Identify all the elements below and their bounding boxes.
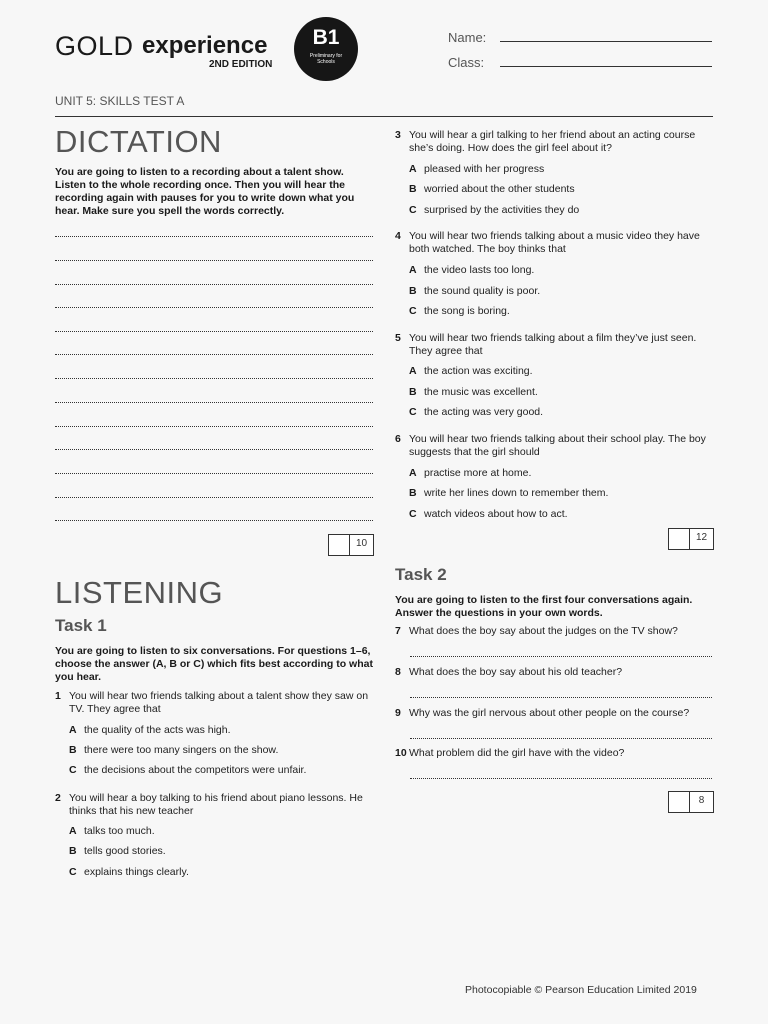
- task1-score-box[interactable]: [668, 528, 714, 550]
- dictation-answer-line[interactable]: [55, 378, 373, 379]
- question-text: Why was the girl nervous about other people on the course?: [409, 707, 690, 719]
- question-text: What problem did the girl have with the video?: [409, 747, 625, 759]
- option-letter[interactable]: B: [409, 386, 417, 398]
- dictation-answer-line[interactable]: [55, 520, 373, 521]
- question-number: 8: [395, 666, 401, 678]
- name-field[interactable]: [500, 41, 712, 42]
- dictation-answer-line[interactable]: [55, 307, 373, 308]
- level-badge: [294, 17, 358, 81]
- task2-score: 8: [698, 795, 705, 806]
- task1-title: Task 1: [55, 616, 107, 635]
- option-text[interactable]: the decisions about the competitors were unfair.: [84, 764, 307, 776]
- header-divider: [55, 116, 713, 117]
- option-text[interactable]: worried about the other students: [424, 183, 575, 195]
- question-number: 4: [395, 230, 401, 242]
- dictation-answer-line[interactable]: [55, 284, 373, 285]
- name-label: Name:: [448, 30, 487, 45]
- task2-instructions: You are going to listen to the first four conversations again. Answer the questions in your own words.: [395, 594, 693, 619]
- question-number: 5: [395, 332, 401, 344]
- listening-title: LISTENING: [55, 575, 224, 610]
- dictation-answer-line[interactable]: [55, 331, 373, 332]
- option-letter[interactable]: A: [409, 467, 417, 479]
- option-text[interactable]: talks too much.: [84, 825, 155, 837]
- level-label: B1: [312, 26, 340, 49]
- class-field[interactable]: [500, 66, 712, 67]
- dictation-answer-line[interactable]: [55, 354, 373, 355]
- option-text[interactable]: the sound quality is poor.: [424, 285, 541, 297]
- dictation-answer-line[interactable]: [55, 473, 373, 474]
- question-number: 3: [395, 129, 401, 141]
- question-text: You will hear a girl talking to her friend about an acting course she’s doing. How does the girl feel about it?: [409, 129, 696, 154]
- option-text[interactable]: there were too many singers on the show.: [84, 744, 279, 756]
- option-letter[interactable]: C: [409, 406, 417, 418]
- question-text: You will hear two friends talking about a music video they have both watched. The boy thinks that: [409, 230, 700, 255]
- option-text[interactable]: the acting was very good.: [424, 406, 544, 418]
- copyright-footer: Photocopiable © Pearson Education Limited 2019: [465, 984, 697, 996]
- option-letter[interactable]: B: [409, 487, 417, 499]
- dictation-answer-line[interactable]: [55, 497, 373, 498]
- option-letter[interactable]: C: [409, 305, 417, 317]
- dictation-answer-line[interactable]: [55, 236, 373, 237]
- task2-score-box[interactable]: [668, 791, 714, 813]
- question-number: 10: [395, 747, 407, 759]
- option-letter[interactable]: A: [409, 264, 417, 276]
- option-text[interactable]: the song is boring.: [424, 305, 510, 317]
- question-text: What does the boy say about the judges on the TV show?: [409, 625, 678, 637]
- answer-line[interactable]: [410, 778, 712, 779]
- option-text[interactable]: explains things clearly.: [84, 866, 189, 878]
- task2-title: Task 2: [395, 565, 447, 584]
- option-letter[interactable]: A: [409, 365, 417, 377]
- option-text[interactable]: the action was exciting.: [424, 365, 533, 377]
- option-letter[interactable]: C: [409, 508, 417, 520]
- class-label: Class:: [448, 55, 485, 70]
- dictation-title: DICTATION: [55, 124, 222, 159]
- option-text[interactable]: the video lasts too long.: [424, 264, 535, 276]
- option-text[interactable]: tells good stories.: [84, 845, 166, 857]
- option-letter[interactable]: A: [409, 163, 417, 175]
- edition-label: 2ND EDITION: [209, 59, 273, 70]
- answer-line[interactable]: [410, 738, 712, 739]
- question-text: You will hear two friends talking about their school play. The boy suggests that the girl should: [409, 433, 706, 458]
- option-text[interactable]: the quality of the acts was high.: [84, 724, 231, 736]
- task1-instructions: You are going to listen to six conversations. For questions 1–6, choose the answer (A, B or C) which fits best according to what you hear.: [55, 645, 373, 683]
- option-letter[interactable]: C: [69, 764, 77, 776]
- option-letter[interactable]: B: [69, 845, 77, 857]
- dictation-score: 10: [355, 538, 368, 549]
- option-letter[interactable]: C: [409, 204, 417, 216]
- option-text[interactable]: write her lines down to remember them.: [424, 487, 609, 499]
- option-text[interactable]: the music was excellent.: [424, 386, 538, 398]
- option-letter[interactable]: B: [409, 183, 417, 195]
- option-letter[interactable]: C: [69, 866, 77, 878]
- option-text[interactable]: surprised by the activities they do: [424, 204, 580, 216]
- option-letter[interactable]: A: [69, 825, 77, 837]
- question-number: 6: [395, 433, 401, 445]
- question-number: 2: [55, 792, 61, 804]
- question-text: You will hear two friends talking about a talent show they saw on TV. They agree that: [69, 690, 369, 715]
- task1-score: 12: [695, 532, 708, 543]
- dictation-answer-line[interactable]: [55, 426, 373, 427]
- dictation-answer-line[interactable]: [55, 449, 373, 450]
- option-letter[interactable]: A: [69, 724, 77, 736]
- question-number: 9: [395, 707, 401, 719]
- question-text: You will hear a boy talking to his friend about piano lessons. He thinks that his new teacher: [69, 792, 363, 817]
- unit-title: UNIT 5: SKILLS TEST A: [55, 94, 185, 108]
- option-text[interactable]: pleased with her progress: [424, 163, 545, 175]
- level-sub-label: Preliminary for Schools: [309, 53, 343, 65]
- option-letter[interactable]: B: [69, 744, 77, 756]
- dictation-answer-line[interactable]: [55, 402, 373, 403]
- answer-line[interactable]: [410, 697, 712, 698]
- brand-experience: experience: [142, 32, 268, 59]
- option-text[interactable]: watch videos about how to act.: [424, 508, 568, 520]
- brand-gold: GOLD: [55, 31, 134, 61]
- dictation-answer-line[interactable]: [55, 260, 373, 261]
- question-text: You will hear two friends talking about a film they’ve just seen. They agree that: [409, 332, 697, 357]
- dictation-instructions: You are going to listen to a recording about a talent show. Listen to the whole recording once. Then you will hear the recording again with pauses for you to write down what you hear. Make sure you spell the words correctly.: [55, 166, 355, 217]
- option-text[interactable]: practise more at home.: [424, 467, 532, 479]
- question-number: 1: [55, 690, 61, 702]
- option-letter[interactable]: B: [409, 285, 417, 297]
- question-number: 7: [395, 625, 401, 637]
- dictation-score-box[interactable]: [328, 534, 374, 556]
- answer-line[interactable]: [410, 656, 712, 657]
- question-text: What does the boy say about his old teacher?: [409, 666, 623, 678]
